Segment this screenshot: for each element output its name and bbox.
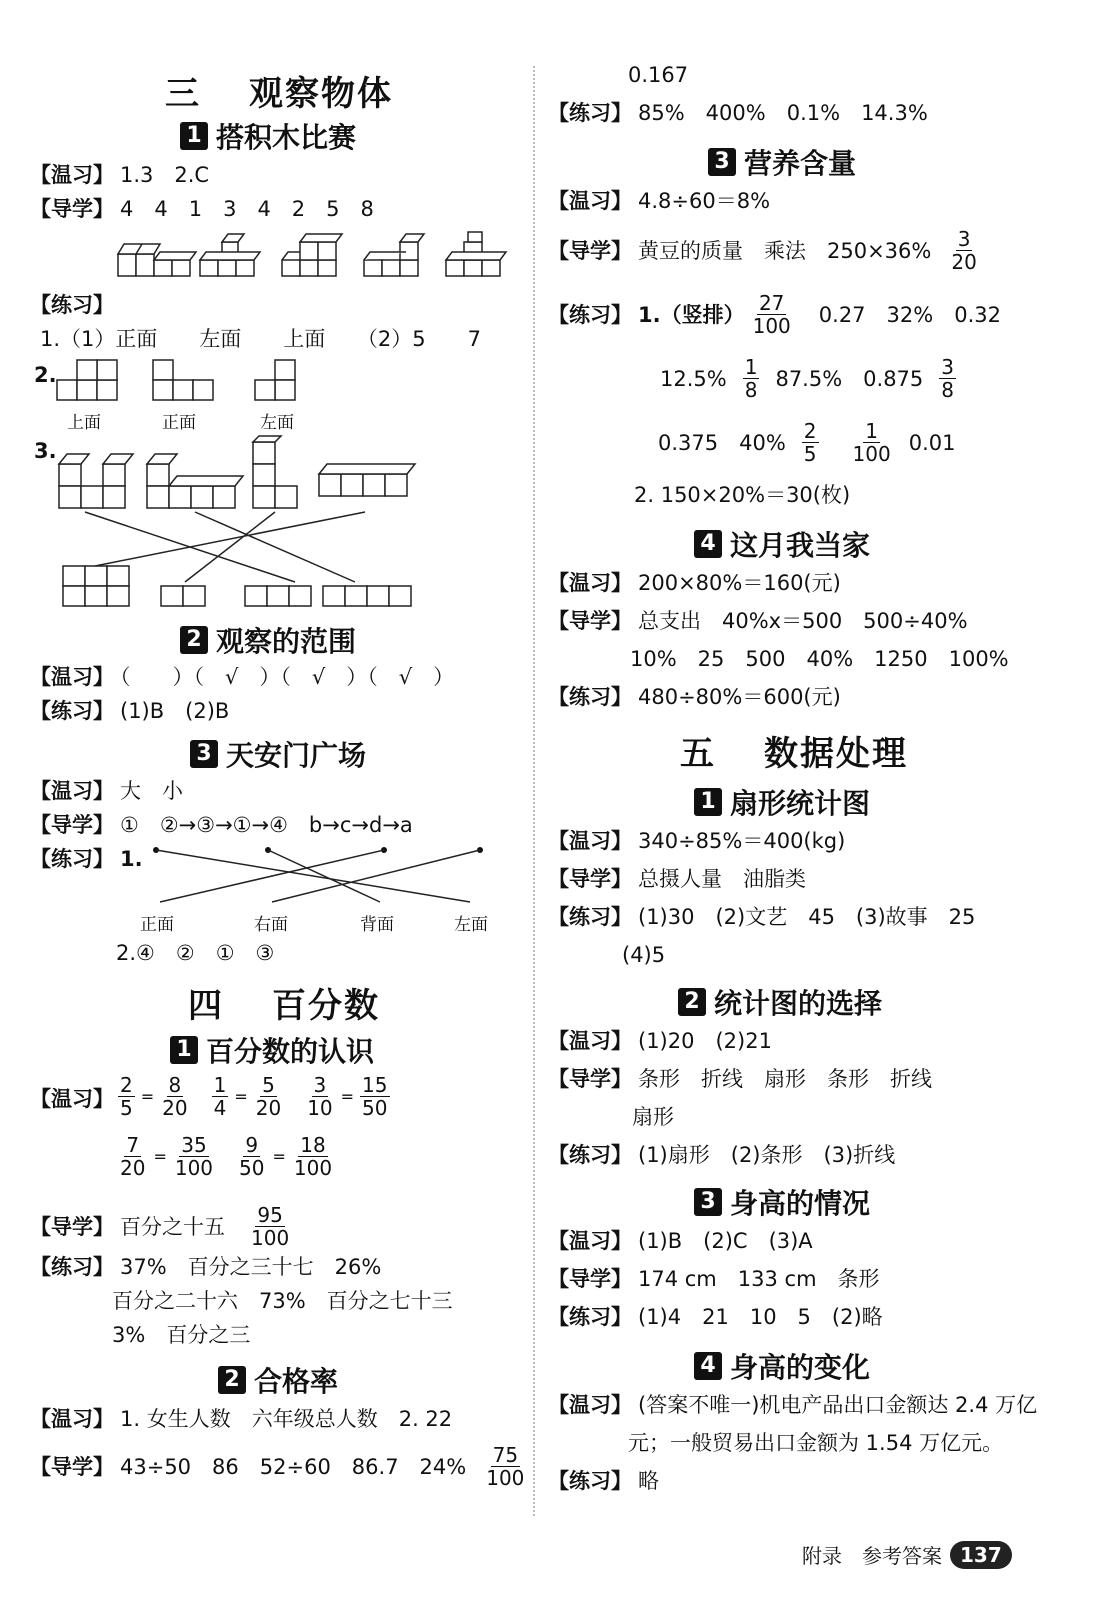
section-number-badge: 2 bbox=[678, 988, 706, 1016]
answer-line: 【练习】 (1)扇形 (2)条形 (3)折线 bbox=[548, 1143, 896, 1167]
direction-label: 正面 bbox=[140, 915, 174, 935]
section-title: 2 统计图的选择 bbox=[678, 982, 882, 1022]
direction-label: 右面 bbox=[254, 915, 288, 935]
answer-line: 【练习】 480÷80%＝600(元) bbox=[548, 685, 841, 709]
chapter-3-title: 三 观察物体 bbox=[165, 74, 393, 114]
section-title: 3 身高的情况 bbox=[694, 1182, 870, 1222]
answer-line: 【练习】 (1)30 (2)文艺 45 (3)故事 25 bbox=[548, 905, 976, 929]
answer-line: 【导学】 百分之十五 $\frac{95}{100}$ bbox=[30, 1203, 290, 1250]
answer-line: 0.375 40% $\frac{2}{5}$ $\frac{1}{100}$ 0.01 bbox=[658, 419, 956, 466]
section-title: 2 观察的范围 bbox=[180, 620, 356, 660]
answer-line: 【温习】 大 小 bbox=[30, 779, 183, 803]
view-label: 左面 bbox=[260, 413, 294, 433]
section-title: 3 天安门广场 bbox=[190, 734, 366, 774]
section-title: 3 营养含量 bbox=[708, 142, 856, 182]
fraction: $\frac{1}{100}$ bbox=[852, 419, 891, 466]
section-number-badge: 3 bbox=[694, 1188, 722, 1216]
page-number: 137 bbox=[950, 1541, 1012, 1569]
answer-line: 【导学】 4 4 1 3 4 2 5 8 bbox=[30, 197, 374, 221]
section-title: 4 身高的变化 bbox=[694, 1346, 870, 1386]
block-figures bbox=[110, 230, 520, 284]
page-footer bbox=[802, 1540, 1012, 1569]
answer-line: 【导学】 174 cm 133 cm 条形 bbox=[548, 1267, 880, 1291]
answer-tag: 【温习】 bbox=[30, 1087, 114, 1111]
fraction: $\frac{2}{5}$ bbox=[803, 419, 817, 466]
section-number-badge: 2 bbox=[218, 1366, 246, 1394]
section-number-badge: 1 bbox=[694, 788, 722, 816]
footer-label: 附录 参考答案 bbox=[802, 1544, 942, 1568]
answer-line: 【导学】 总摄人量 油脂类 bbox=[548, 867, 806, 891]
question-number: 2. bbox=[34, 363, 57, 387]
section-title: 1 百分数的认识 bbox=[170, 1030, 374, 1070]
answer-line: 【导学】 总支出 40%x＝500 500÷40% bbox=[548, 609, 968, 633]
answer-line: 【导学】 条形 折线 扇形 条形 折线 bbox=[548, 1067, 932, 1091]
section-number-badge: 3 bbox=[708, 148, 736, 176]
answer-line: 0.167 bbox=[628, 63, 689, 87]
answer-line: 【温习】 （ ）（ √ ）（ √ ）（ √ ） bbox=[30, 665, 455, 689]
answer-line: 扇形 bbox=[632, 1105, 674, 1129]
answer-line: 元；一般贸易出口金额为 1.54 万亿元。 bbox=[628, 1431, 1004, 1455]
section-title: 1 搭积木比赛 bbox=[180, 116, 356, 156]
chapter-4-title: 四 百分数 bbox=[188, 986, 380, 1026]
section-number-badge: 3 bbox=[190, 740, 218, 768]
matching-figure bbox=[55, 440, 435, 612]
answer-line: 【温习】 340÷85%＝400(kg) bbox=[548, 829, 846, 853]
answer-line: 【导学】 黄豆的质量 乘法 250×36% $\frac{3}{20}$ bbox=[548, 227, 977, 274]
fraction-equation: $\frac{3}{10}$ = $\frac{15}{50}$ bbox=[307, 1073, 388, 1120]
section-number-badge: 1 bbox=[180, 122, 208, 150]
section-number-badge: 2 bbox=[180, 626, 208, 654]
section-number-badge: 4 bbox=[694, 1352, 722, 1380]
chapter-5-title: 五 数据处理 bbox=[680, 734, 908, 774]
answer-line: 【温习】 1. 女生人数 六年级总人数 2. 22 bbox=[30, 1407, 453, 1431]
answer-line: 2.④ ② ① ③ bbox=[116, 941, 275, 965]
direction-matching-lines bbox=[140, 842, 500, 908]
answer-line: 【练习】 85% 400% 0.1% 14.3% bbox=[548, 101, 928, 125]
column-divider bbox=[533, 66, 535, 1516]
section-title: 1 扇形统计图 bbox=[694, 782, 870, 822]
fraction-equation: $\frac{9}{50}$ = $\frac{18}{100}$ bbox=[239, 1133, 333, 1180]
answer-line: (4)5 bbox=[622, 943, 666, 967]
fraction: $\frac{27}{100}$ bbox=[752, 291, 791, 338]
answer-line: 【温习】 1.3 2.C bbox=[30, 163, 210, 187]
fraction: $\frac{3}{8}$ bbox=[941, 355, 955, 402]
three-views-figure bbox=[55, 360, 335, 410]
view-label: 正面 bbox=[162, 413, 196, 433]
section-number-badge: 4 bbox=[694, 530, 722, 558]
answer-line: 12.5% $\frac{1}{8}$ 87.5% 0.875 $\frac{3}{8}$ bbox=[660, 355, 955, 402]
fraction: $\frac{1}{8}$ bbox=[744, 355, 758, 402]
answer-line: 3% 百分之三 bbox=[112, 1323, 251, 1347]
answer-line: 【练习】 1.（竖排） $\frac{27}{100}$ 0.27 32% 0.32 bbox=[548, 291, 1001, 338]
section-number-badge: 1 bbox=[170, 1036, 198, 1064]
fraction-equation: $\frac{1}{4}$ = $\frac{5}{20}$ bbox=[213, 1073, 282, 1120]
answer-line: 10% 25 500 40% 1250 100% bbox=[630, 647, 1009, 671]
fraction-equation: $\frac{7}{20}$ = $\frac{35}{100}$ bbox=[120, 1133, 214, 1180]
fraction-row bbox=[112, 1134, 340, 1179]
fraction-row bbox=[112, 1074, 396, 1119]
question-number: 3. bbox=[34, 439, 57, 463]
answer-line: 【温习】 (1)B (2)C (3)A bbox=[548, 1229, 813, 1253]
fraction: $\frac{75}{100}$ bbox=[486, 1443, 525, 1490]
fraction: $\frac{3}{20}$ bbox=[951, 227, 977, 274]
direction-label: 背面 bbox=[360, 915, 394, 935]
answer-line: 【温习】 (1)20 (2)21 bbox=[548, 1029, 772, 1053]
direction-label: 左面 bbox=[454, 915, 488, 935]
section-title: 4 这月我当家 bbox=[694, 524, 870, 564]
answer-line: 【练习】 (1)4 21 10 5 (2)略 bbox=[548, 1305, 883, 1329]
answer-line: 2. 150×20%＝30(枚) bbox=[634, 483, 851, 507]
fraction-equation: $\frac{2}{5}$ = $\frac{8}{20}$ bbox=[120, 1073, 188, 1120]
answer-line: 1.（1）正面 左面 上面 （2）5 7 bbox=[40, 327, 481, 351]
answer-line: 百分之二十六 73% 百分之七十三 bbox=[112, 1289, 453, 1313]
answer-line: 【导学】 ① ②→③→①→④ b→c→d→a bbox=[30, 813, 413, 837]
answer-line: 【温习】 (答案不唯一)机电产品出口金额达 2.4 万亿 bbox=[548, 1393, 1038, 1417]
view-label: 上面 bbox=[67, 413, 101, 433]
answer-line: 【温习】 4.8÷60＝8% bbox=[548, 189, 771, 213]
answer-line: 【练习】 bbox=[30, 293, 114, 317]
answer-line: 【练习】 (1)B (2)B bbox=[30, 699, 230, 723]
fraction: $\frac{95}{100}$ bbox=[251, 1203, 290, 1250]
answer-line: 【导学】 43÷50 86 52÷60 86.7 24% $\frac{75}{100}$ bbox=[30, 1443, 525, 1490]
answer-line: 【练习】 略 bbox=[548, 1469, 659, 1493]
answer-line: 【温习】 200×80%＝160(元) bbox=[548, 571, 841, 595]
section-title: 2 合格率 bbox=[218, 1360, 338, 1400]
answer-line: 【练习】 1. bbox=[30, 847, 143, 871]
answer-line: 【练习】 37% 百分之三十七 26% bbox=[30, 1255, 382, 1279]
